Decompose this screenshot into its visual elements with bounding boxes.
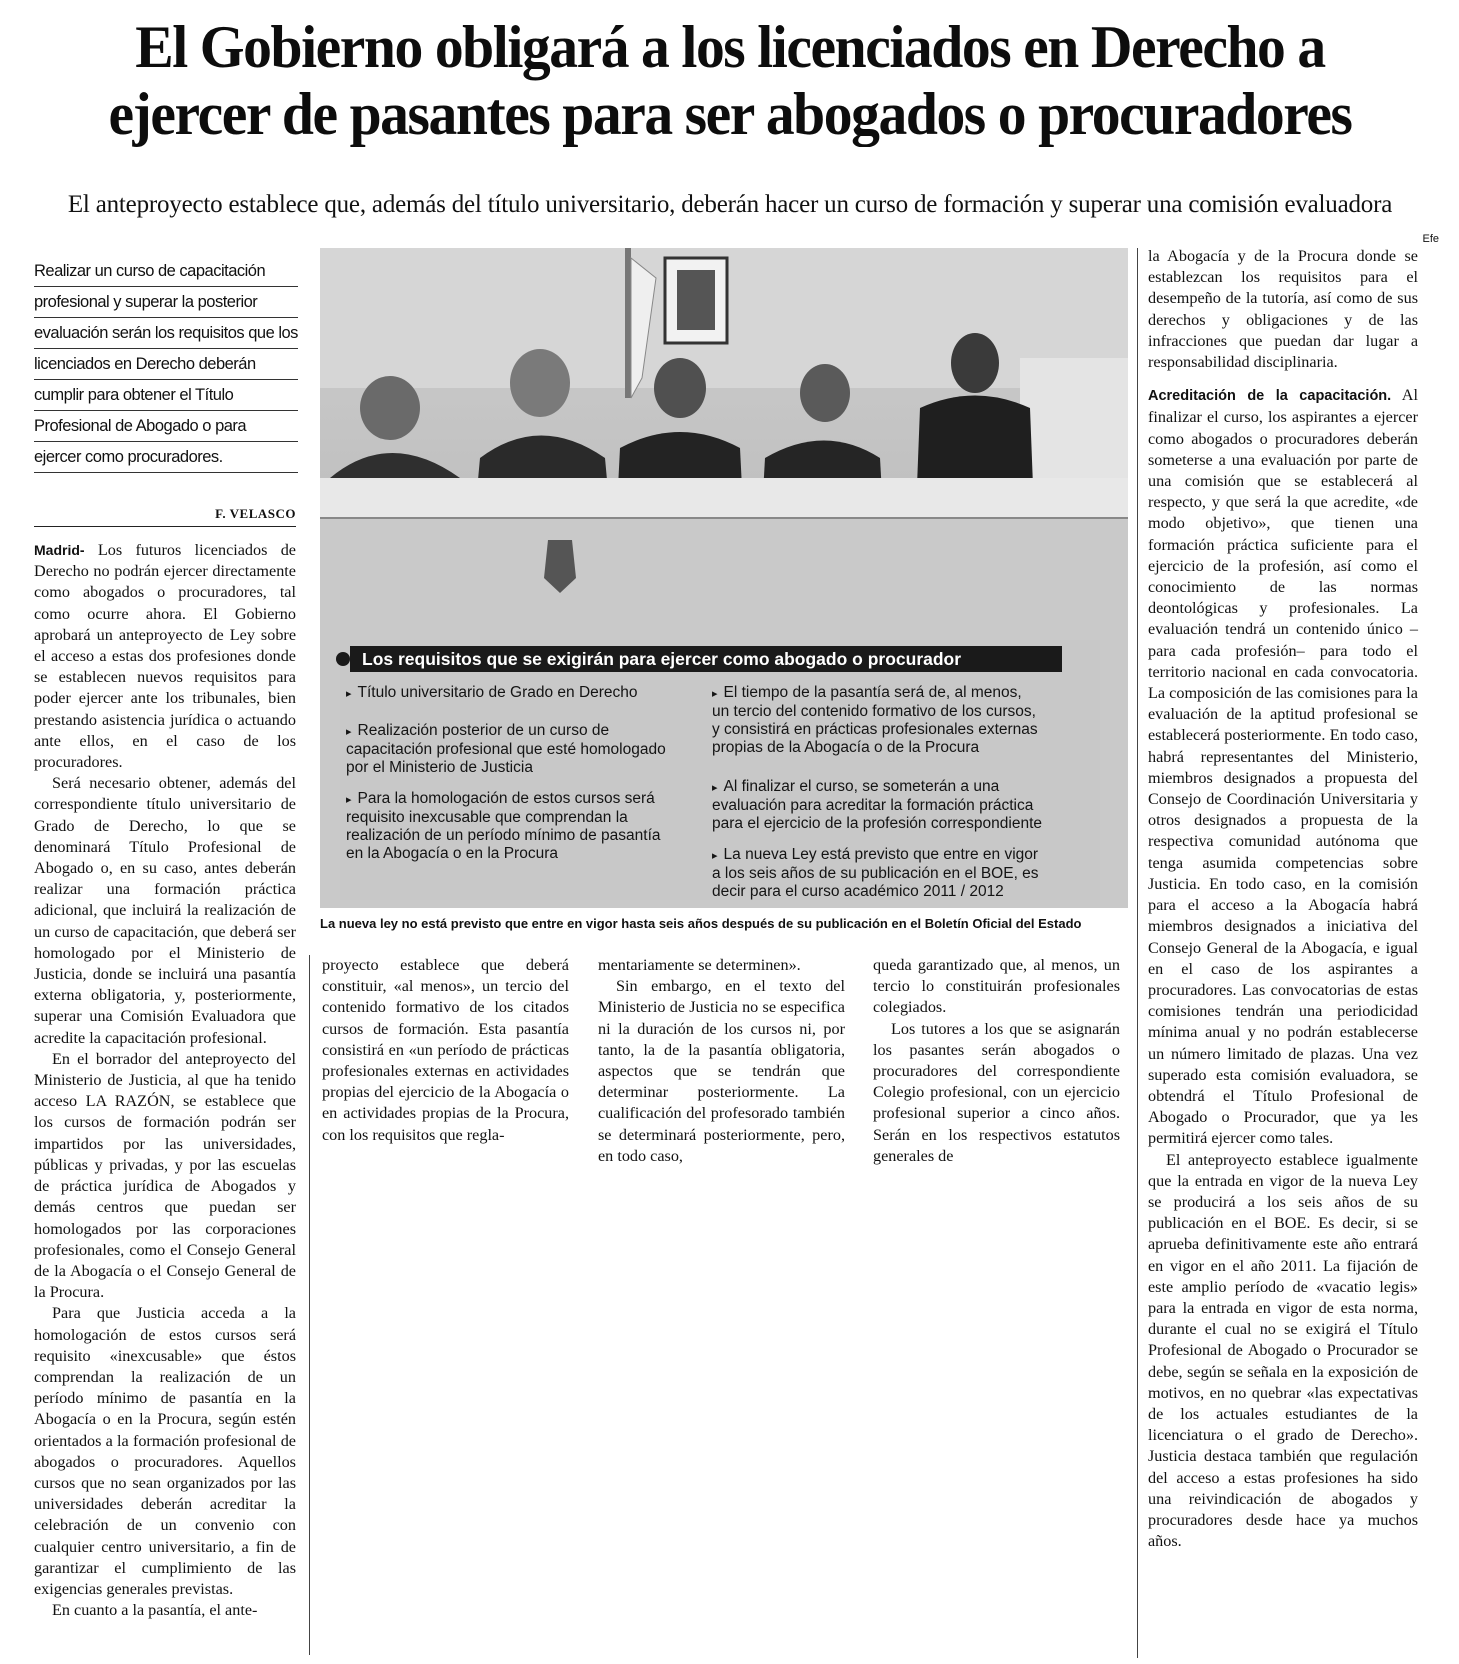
triangle-bullet-icon: ▸ [712,850,718,862]
article-column-1 [34,540,296,1621]
requirement-item [346,684,676,703]
requirement-text: Realización posterior de un curso de capacitación profesional que esté homologado por el Ministerio de Justicia [346,722,666,776]
triangle-bullet-icon: ▸ [346,726,352,738]
requirement-item [346,790,676,863]
section-kicker: Acreditación de la capacitación. [1148,388,1392,405]
column-rule [1137,248,1138,1658]
dateline: Madrid- [34,542,85,558]
requirement-text: Título universitario de Grado en Derecho [357,684,638,701]
lead-line: cumplir para obtener el Título [34,380,298,411]
paragraph: Para que Justicia acceda a la homologación de estos cursos será requisito «inexcusable» que éstos comprendan la realización de un período mínimo de pasantía en la Abogacía o en la Procura, según estén orientados a la formación profesional de abogados o procuradores. Aquellos cursos que no sean organizados por las universidades deberán acreditar la celebración de un convenio con cualquier centro universitario, a fin de garantizar el cumplimiento de las exigencias generales previstas. [34,1304,296,1598]
photo-caption: La nueva ley no está previsto que entre en vigor hasta seis años después de su publicación en el Boletín Oficial del Estado [320,916,1082,931]
requirement-text: Para la homologación de estos cursos será requisito inexcusable que comprendan la realización de un período mínimo de pasantía en la Abogacía o en la Procura [346,790,661,862]
byline: F. VELASCO [34,506,296,527]
paragraph [34,540,296,773]
triangle-bullet-icon: ▸ [712,688,718,700]
bullet-dot-icon [336,652,350,666]
article-column-5 [1148,246,1418,1552]
paragraph: proyecto establece que deberá constituir, «al menos», un tercio del contenido formativo de los citados cursos de formación. Esta pasantía consistirá en «un período de prácticas profesionales externas en actividades propias del ejercicio de la Abogacía o en actividades propias de la Procura, con los requisitos que regla- [322,956,569,1144]
column-rule [309,955,310,1655]
requirement-item [346,722,676,777]
paragraph-text: Al finalizar el curso, los aspirantes a ejercer como abogados o procuradores deberán someterse a una evaluación por parte de una comisión que se establecerá al respecto, y que será la que acredite, «de modo objetivo», que tienen una formación práctica suficiente para el ejercicio de la profesión, así como el conocimiento de las normas deontológicas y profesionales. La evaluación tendrá un contenido único –para cada profesión– para todo el territorio nacional en cada convocatoria. La composición de las comisiones para la evaluación de la aptitud profesional se establecerá posteriormente. En todo caso, habrá representantes del Ministerio, miembros designados a propuesta del Consejo de Coordinación Universitaria y otros designados a propuesta de la respectiva comunidad autónoma que tenga asumida competencias sobre Justicia. En todo caso, en la comisión para el acceso a la Abogacía habrá miembros designados a iniciativa del Consejo General de la Abogacía, e igual en el caso de los aspirantes a procuradores. Las convocatorias de estas comisiones tendrán una periodicidad mínima anual y no podrán establecerse un número limitado de plazas. Una vez superado esta comisión evaluadora, se obtendrá el Título Profesional de Abogado o Procurador, que ya les permitirá ejercer como tales. [1148,386,1418,1148]
article-column-3 [598,955,845,1167]
paragraph: Sin embargo, en el texto del Ministerio de Justicia no se especifica ni la duración de los cursos ni, por tanto, la de la pasantía obligatoria, aspectos que se tendrán que determinar posteriormente. La cualificación del profesorado también se determinará posteriormente, pero, en todo caso, [598,977,845,1165]
headline: El Gobierno obligará a los licenciados en Derecho a ejercer de pasantes para ser abogados o procuradores [108,14,1352,148]
article-column-4 [873,955,1120,1167]
lead-line: Realizar un curso de capacitación [34,256,298,287]
requirement-item [712,684,1042,757]
lead-line: ejercer como procuradores. [34,442,298,473]
paragraph [1148,385,1418,1149]
paragraph: Los tutores a los que se asignarán los pasantes serán abogados o procuradores del correspondiente Colegio profesional, con un ejercicio profesional superior a cinco años. Serán en los respectivos estatutos generales de [873,1019,1120,1165]
lead-line: evaluación serán los requisitos que los [34,318,298,349]
requirement-item [712,778,1042,833]
article-column-2 [322,955,569,1146]
triangle-bullet-icon: ▸ [346,794,352,806]
subheadline: El anteproyecto establece que, además del título universitario, deberán hacer un curso de formación y superar una comisión evaluadora [67,191,1393,218]
photo-credit: Efe [1422,233,1439,245]
triangle-bullet-icon: ▸ [346,688,352,700]
paragraph: Será necesario obtener, además del correspondiente título universitario de Grado de Derecho, lo que se denominará Título Profesional de Abogado o, en su caso, antes deberán realizar una formación práctica adicional, que incluirá la realización de un curso de capacitación, que deberá ser homologado por el Ministerio de Justicia, donde se incluirá una pasantía externa obligatoria, y, posteriormente, superar una Comisión Evaluadora que acredite la capacitación profesional. [34,774,296,1047]
paragraph: queda garantizado que, al menos, un tercio lo constituirán profesionales colegiados. [873,956,1120,1017]
lead-line: profesional y superar la posterior [34,287,298,318]
paragraph: En cuanto a la pasantía, el ante- [52,1601,258,1620]
requirement-text: El tiempo de la pasantía será de, al menos, un tercio del contenido formativo de los cursos, y consistirá en prácticas profesionales externas propias de la Abogacía o de la Procura [712,684,1038,756]
requirement-text: Al finalizar el curso, se someterán a una evaluación para acreditar la formación práctica para el ejercicio de la profesión correspondiente [712,778,1043,832]
paragraph: mentariamente se determinen». [598,956,801,974]
paragraph: El anteproyecto establece igualmente que la entrada en vigor de la nueva Ley se producirá a los seis años de su publicación en el BOE. Es decir, si se aprueba definitivamente este año entrará en vigor en el año 2011. La fijación de este amplio período de «vacatio legis» para la entrada en vigor de esta norma, durante el cual no se exigirá el Título Profesional de Abogado o Procurador se debe, según se señala en la exposición de motivos, en no quebrar «las expectativas de los actuales estudiantes de la licenciatura o el grado de Derecho». Justicia destaca también que regulación del acceso a estas profesiones ha sido una reivindicación de abogados y procuradores desde hace ya muchos años. [1148,1150,1418,1551]
lead-box [34,256,298,473]
paragraph: la Abogacía y de la Procura donde se establezcan los requisitos para el desempeño de la tutoría, así como de sus derechos y obligaciones y de las infracciones que puedan dar lugar a responsabilidad disciplinaria. [1148,247,1418,372]
triangle-bullet-icon: ▸ [712,782,718,794]
lead-line: licenciados en Derecho deberán [34,349,298,380]
requirement-item [712,846,1042,901]
paragraph: En el borrador del anteproyecto del Ministerio de Justicia, al que ha tenido acceso LA RAZÓN, se establece que los cursos de formación podrán ser impartidos por las universidades, públicas y privadas, y por las escuelas de práctica jurídica de Abogados y demás centros que puedan ser homologados por las corporaciones profesionales, como el Consejo General de la Abogacía o el Consejo General de la Procura. [34,1049,296,1302]
infobox-title: Los requisitos que se exigirán para ejercer como abogado o procurador [350,646,1062,672]
lead-line: Profesional de Abogado o para [34,411,298,442]
requirement-text: La nueva Ley está previsto que entre en vigor a los seis años de su publicación en el BOE, es decir para el curso académico 2011 / 2012 [712,846,1039,900]
paragraph-text: Los futuros licenciados de Derecho no podrán ejercer directamente como abogados o procuradores, tal como ocurre ahora. El Gobierno aprobará un anteproyecto de Ley sobre el acceso a estas dos profesiones donde se establecen nuevos requisitos para poder ejercer ante los tribunales, bien prestando asistencia jurídica o actuando ante ellos, en el caso de los procuradores. [34,541,296,772]
